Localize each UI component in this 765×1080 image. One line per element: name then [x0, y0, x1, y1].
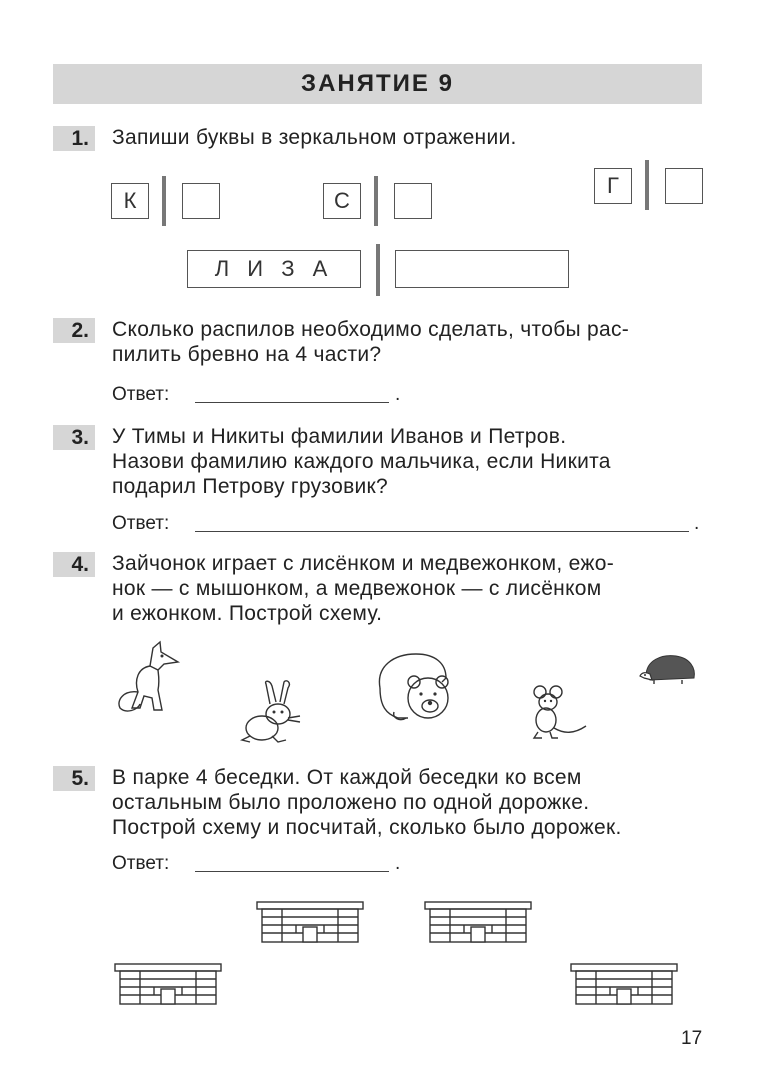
task-1-text: Запиши буквы в зеркальном отражении.: [112, 126, 517, 149]
answer-box-g[interactable]: [665, 168, 703, 204]
task-5-line-1: В парке 4 беседки. От каждой беседки ко всем: [112, 766, 582, 789]
task-3-line-3: подарил Петрову грузовик?: [112, 475, 389, 498]
answer-box-s[interactable]: [394, 183, 432, 219]
bear-icon[interactable]: [370, 648, 470, 728]
task-1-number: 1.: [53, 126, 95, 151]
task-2-line-1: Сколько распилов необходимо сделать, чтобы рас-: [112, 318, 630, 341]
answer-box-word[interactable]: [395, 250, 569, 288]
page-number: 17: [681, 1028, 703, 1049]
task-3-answer-label: Ответ:: [112, 513, 170, 534]
word-box-liza: Л И З А: [187, 250, 361, 288]
task-2-line-2: пилить бревно на 4 части?: [112, 343, 382, 366]
task-4-line-2: нок — с мышонком, а медвежонок — с лисёнком: [112, 577, 602, 600]
lesson-title-bar: [53, 64, 702, 104]
task-3-answer-line[interactable]: [195, 531, 689, 532]
answer-period: .: [395, 853, 401, 874]
letter-box-g: Г: [594, 168, 632, 204]
mirror-line: [374, 176, 378, 226]
mouse-icon[interactable]: [520, 682, 590, 742]
task-4-line-3: и ежонком. Построй схему.: [112, 602, 383, 625]
task-3-line-2: Назови фамилию каждого мальчика, если Никита: [112, 450, 611, 473]
gazebo-icon[interactable]: [256, 900, 364, 944]
task-2-answer-line[interactable]: [195, 402, 389, 403]
task-2-number: 2.: [53, 318, 95, 343]
hedgehog-icon[interactable]: [638, 652, 700, 688]
task-5-answer-line[interactable]: [195, 871, 389, 872]
mirror-line: [162, 176, 166, 226]
fox-icon[interactable]: [108, 640, 188, 720]
task-5-answer-label: Ответ:: [112, 853, 170, 874]
task-5-line-3: Построй схему и посчитай, сколько было дорожек.: [112, 816, 622, 839]
task-3-number: 3.: [53, 425, 95, 450]
task-5-number: 5.: [53, 766, 95, 791]
lesson-title: ЗАНЯТИЕ 9: [301, 70, 454, 97]
task-5-line-2: остальным было проложено по одной дорожке.: [112, 791, 590, 814]
task-2-answer-label: Ответ:: [112, 384, 170, 405]
gazebo-icon[interactable]: [424, 900, 532, 944]
gazebo-icon[interactable]: [570, 962, 678, 1006]
gazebo-icon[interactable]: [114, 962, 222, 1006]
answer-period: .: [694, 513, 700, 534]
letter-box-k: К: [111, 183, 149, 219]
task-4-number: 4.: [53, 552, 95, 577]
mirror-line: [645, 160, 649, 210]
answer-box-k[interactable]: [182, 183, 220, 219]
task-4-line-1: Зайчонок играет с лисёнком и медвежонком, ежо-: [112, 552, 614, 575]
letter-box-s: С: [323, 183, 361, 219]
mirror-line: [376, 244, 380, 296]
answer-period: .: [395, 384, 401, 405]
rabbit-icon[interactable]: [236, 680, 308, 746]
task-3-line-1: У Тимы и Никиты фамилии Иванов и Петров.: [112, 425, 567, 448]
